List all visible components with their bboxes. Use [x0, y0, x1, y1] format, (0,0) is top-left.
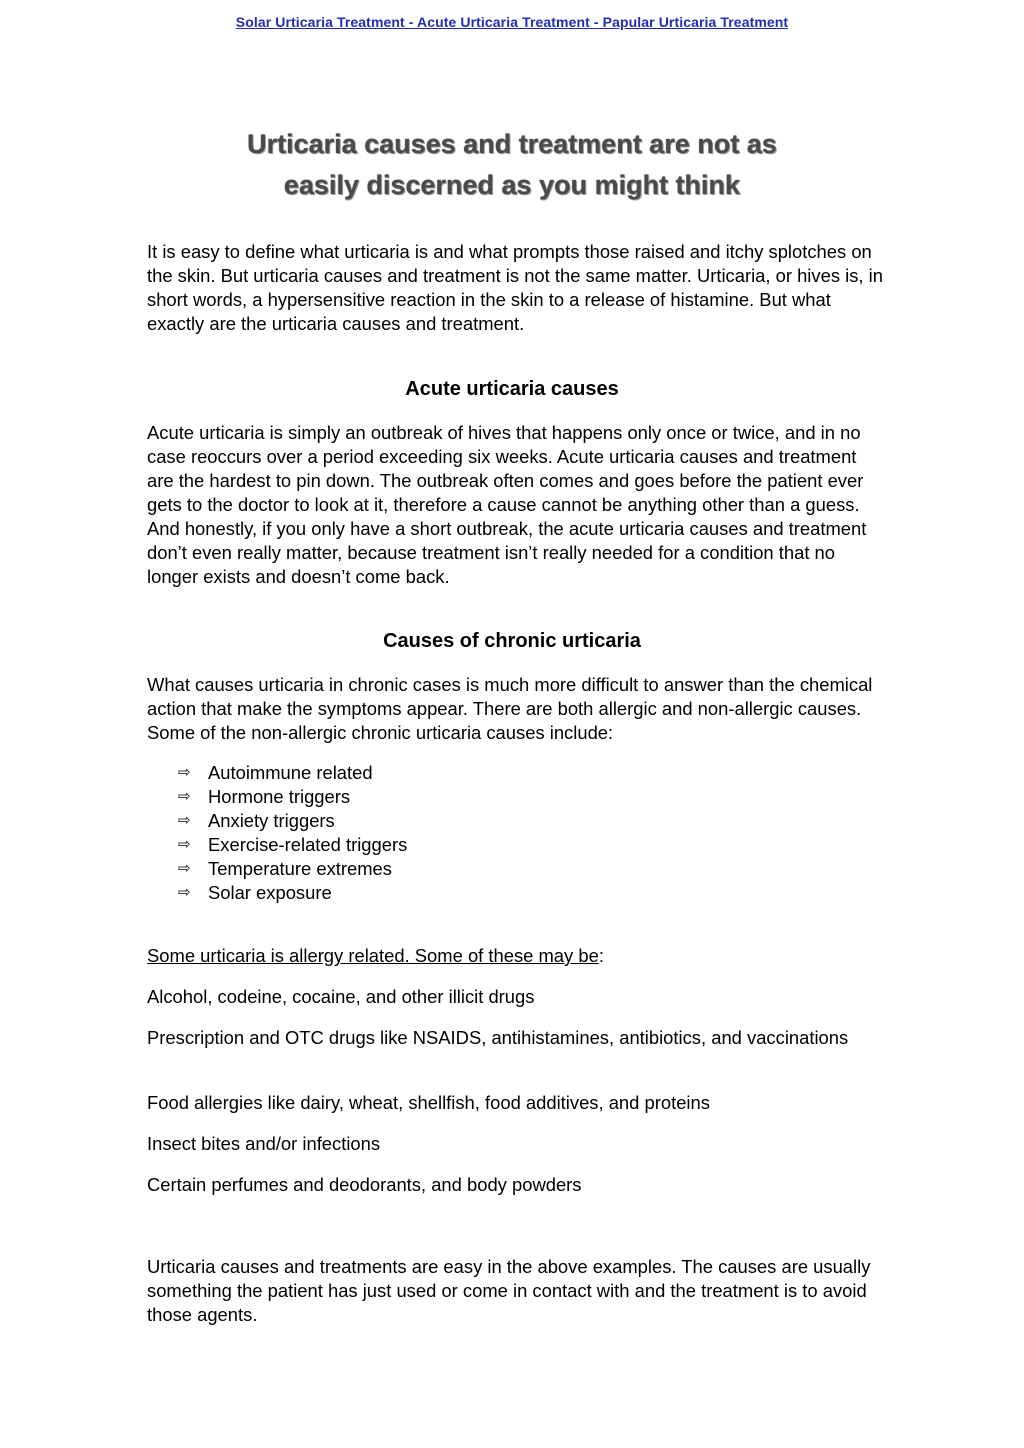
list-item: ⇨ Hormone triggers	[178, 786, 351, 807]
hollow-right-arrow-icon: ⇨	[178, 836, 191, 853]
allergy-intro: Some urticaria is allergy related. Some of these may be:	[147, 945, 604, 966]
list-item: ⇨ Temperature extremes	[178, 858, 392, 879]
list-item: ⇨ Exercise-related triggers	[178, 834, 408, 855]
page-title	[120, 124, 904, 206]
header-link[interactable]: Solar Urticaria Treatment - Acute Urticaria Treatment - Papular Urticaria Treatment	[235, 14, 789, 30]
allergy-item: Alcohol, codeine, cocaine, and other illicit drugs	[147, 986, 535, 1007]
conclusion-paragraph: Urticaria causes and treatments are easy in the above examples. The causes are usually something the patient has just used or come in contact with and the treatment is to avoid those agents.	[147, 1256, 871, 1325]
title-line-1: Urticaria causes and treatment are not as	[247, 129, 777, 159]
chronic-paragraph: What causes urticaria in chronic cases is much more difficult to answer than the chemical action that make the symptoms appear. There are both allergic and non-allergic causes. Some of the non-allergic chronic urticaria causes include:	[147, 674, 873, 743]
list-item: ⇨ Solar exposure	[178, 882, 332, 903]
hollow-right-arrow-icon: ⇨	[178, 764, 191, 781]
hollow-right-arrow-icon: ⇨	[178, 812, 191, 829]
hollow-right-arrow-icon: ⇨	[178, 884, 191, 901]
allergy-item: Certain perfumes and deodorants, and body powders	[147, 1174, 582, 1195]
allergy-item: Food allergies like dairy, wheat, shellfish, food additives, and proteins	[147, 1092, 710, 1113]
list-item: ⇨ Autoimmune related	[178, 762, 373, 783]
intro-paragraph: It is easy to define what urticaria is and what prompts those raised and itchy splotches on the skin. But urticaria causes and treatment is not the same matter. Urticaria, or hives is, in short words, a hypersensitive reaction in the skin to a release of histamine. But what exactly are the urticaria causes and treatment.	[147, 241, 883, 334]
non-allergic-causes-list	[178, 761, 407, 905]
hollow-right-arrow-icon: ⇨	[178, 860, 191, 877]
hollow-right-arrow-icon: ⇨	[178, 788, 191, 805]
list-item: ⇨ Anxiety triggers	[178, 810, 335, 831]
title-line-2: easily discerned as you might think	[283, 170, 741, 200]
acute-heading: Acute urticaria causes	[405, 378, 619, 400]
chronic-heading: Causes of chronic urticaria	[383, 630, 641, 652]
allergy-item: Prescription and OTC drugs like NSAIDS, antihistamines, antibiotics, and vaccinations	[147, 1027, 849, 1048]
allergy-item: Insect bites and/or infections	[147, 1133, 381, 1154]
acute-paragraph: Acute urticaria is simply an outbreak of hives that happens only once or twice, and in no case reoccurs over a period exceeding six weeks. Acute urticaria causes and treatment are the hardest to pin down. The outbreak often comes and goes before the patient ever gets to the doctor to look at it, therefore a cause cannot be anything other than a guess. And honestly, if you only have a short outbreak, the acute urticaria causes and treatment don’t even really matter, because treatment isn’t really needed for a condition that no longer exists and doesn’t come back.	[147, 422, 867, 587]
